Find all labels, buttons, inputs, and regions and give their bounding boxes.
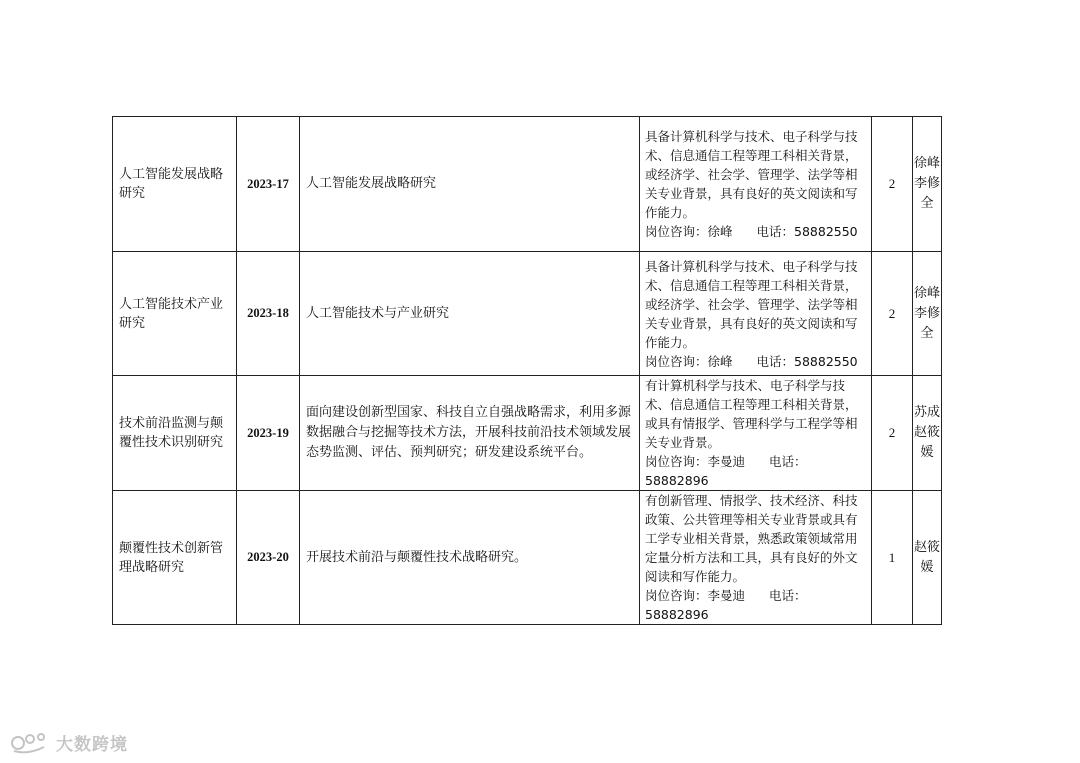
requirements-cell [640,491,872,625]
contact-person: 岗位咨询：徐峰 [645,353,733,369]
contact-phone: 电话：58882896 [645,454,807,488]
contact-phone: 电话：58882550 [756,224,858,239]
contact-person: 岗位咨询：李曼迪 [645,454,746,469]
supervisor-cell [913,252,942,376]
research-content-cell: 人工智能技术与产业研究 [300,252,640,376]
headcount-cell: 2 [872,252,913,376]
requirements-cell [640,376,872,491]
supervisor-name: 徐峰 [913,156,940,171]
contact-line [645,586,866,624]
research-direction-cell: 人工智能技术产业研究 [113,252,237,376]
supervisor-cell [913,117,942,252]
position-code-cell: 2023-20 [237,491,300,625]
supervisor-cell [913,376,942,491]
research-direction-cell: 颠覆性技术创新管理战略研究 [113,491,237,625]
contact-line [645,352,866,371]
position-code-cell: 2023-17 [237,117,300,252]
position-code-cell: 2023-19 [237,376,300,491]
supervisor-name: 李修全 [913,305,940,341]
research-content-cell: 开展技术前沿与颠覆性技术战略研究。 [300,491,640,625]
table-row [113,491,942,625]
watermark [10,728,128,756]
table-row [113,252,942,376]
headcount-cell: 1 [872,491,913,625]
research-direction-cell: 人工智能发展战略研究 [113,117,237,252]
supervisor-name: 赵筱媛 [913,425,940,460]
headcount-cell: 2 [872,376,913,491]
requirements-text: 具备计算机科学与技术、电子科学与技术、信息通信工程等理工科相关背景，或经济学、社会学、管理学、法学等相关专业背景，具有良好的英文阅读和写作能力。 [645,129,858,220]
contact-person: 岗位咨询：徐峰 [645,224,733,239]
supervisor-name: 徐峰 [913,285,940,301]
requirements-text: 具备计算机科学与技术、电子科学与技术、信息通信工程等理工科相关背景，或经济学、社会学、管理学、法学等相关专业背景，具有良好的英文阅读和写作能力。 [645,258,858,350]
requirements-text: 有创新管理、情报学、技术经济、科技政策、公共管理等相关专业背景或具有工学专业相关背景，熟悉政策领域常用定量分析方法和工具，具有良好的外文阅读和写作能力。 [645,493,858,584]
requirements-cell [640,117,872,252]
research-content-cell: 人工智能发展战略研究 [300,117,640,252]
watermark-text: 大数跨境 [56,734,128,755]
contact-phone: 电话：58882896 [645,588,807,622]
position-code-cell: 2023-18 [237,252,300,376]
headcount-cell: 2 [872,117,913,252]
table-row [113,117,942,252]
research-direction-cell: 技术前沿监测与颠覆性技术识别研究 [113,376,237,491]
supervisor-name: 苏成 [913,405,940,420]
requirements-text: 有计算机科学与技术、电子科学与技术、信息通信工程等理工科相关背景，或具有情报学、管理科学与工程学等相关专业背景。 [645,378,858,450]
contact-line [645,452,866,490]
supervisor-name: 赵筱媛 [913,539,940,575]
watermark-logo-icon [10,729,50,755]
positions-table [112,116,942,625]
research-content-cell: 面向建设创新型国家、科技自立自强战略需求，利用多源数据融合与挖掘等技术方法，开展科技前沿技术领域发展态势监测、评估、预判研究；研发建设系统平台。 [300,376,640,491]
table-row [113,376,942,491]
contact-person: 岗位咨询：李曼迪 [645,588,746,603]
requirements-cell [640,252,872,376]
contact-phone: 电话：58882550 [756,353,858,369]
supervisor-cell [913,491,942,625]
contact-line [645,222,866,241]
supervisor-name: 李修全 [913,176,940,211]
